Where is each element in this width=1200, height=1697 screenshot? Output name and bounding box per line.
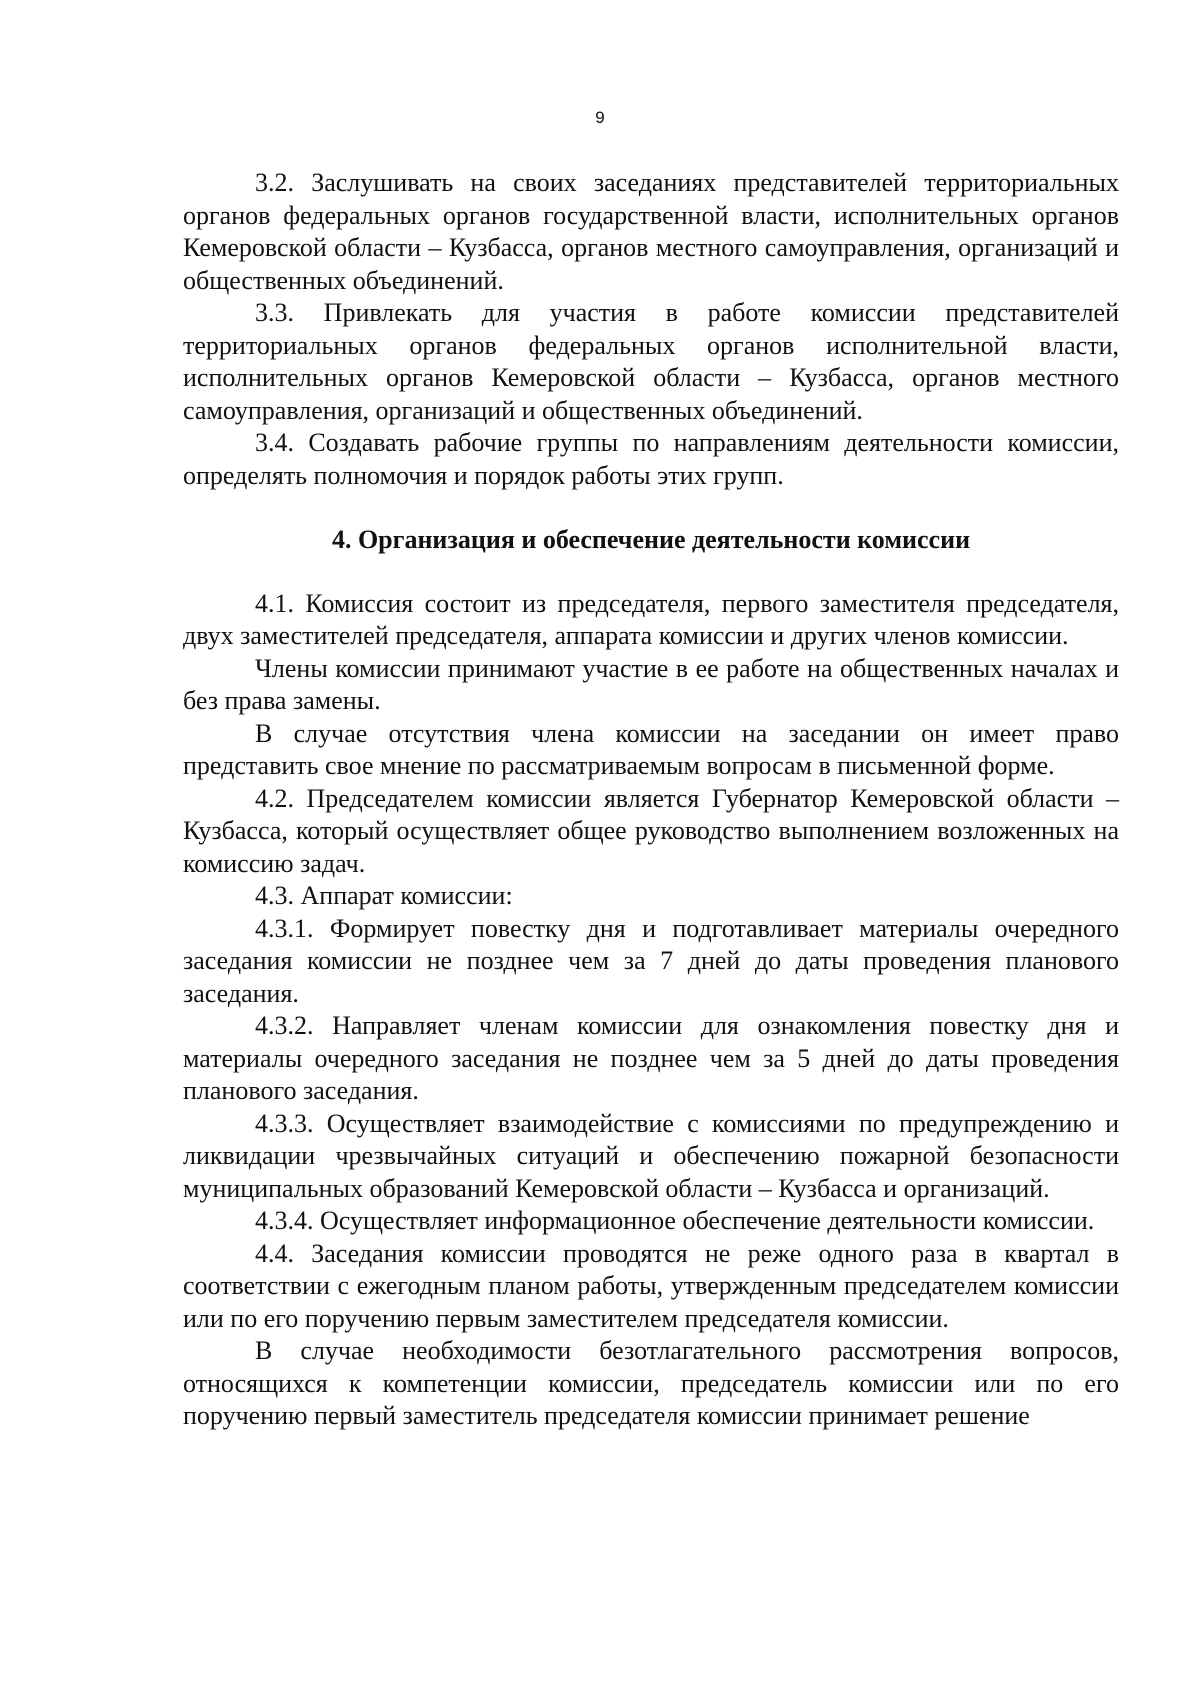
paragraph-4-3-3: 4.3.3. Осуществляет взаимодействие с комиссиями по предупреждению и ликвидации чрезвычайных ситуаций и обеспечению пожарной безопасности муниципальных образований Кемеровской области – Кузбасса и организаций. <box>183 1108 1119 1203</box>
paragraph-4-4: 4.4. Заседания комиссии проводятся не реже одного раза в квартал в соответствии с ежегодным планом работы, утвержденным председателем комиссии или по его поручению первым заместителем председателя комиссии. <box>183 1238 1119 1333</box>
paragraph-urgent-matters: В случае необходимости безотлагательного рассмотрения вопросов, относящихся к компетенции комиссии, председатель комиссии или по его поручению первый заместитель председателя комиссии принимает решение <box>183 1336 1119 1430</box>
paragraph-4-3-4: 4.3.4. Осуществляет информационное обеспечение деятельности комиссии. <box>255 1206 1095 1235</box>
page-number: 9 <box>595 108 605 127</box>
paragraph-3-4: 3.4. Создавать рабочие группы по направлениям деятельности комиссии, определять полномочия и порядок работы этих групп. <box>183 428 1119 490</box>
paragraph-4-1: 4.1. Комиссия состоит из председателя, первого заместителя председателя, двух заместителей председателя, аппарата комиссии и других членов комиссии. <box>183 588 1119 650</box>
paragraph-4-3: 4.3. Аппарат комиссии: <box>255 881 513 910</box>
paragraph-3-2: 3.2. Заслушивать на своих заседаниях представителей территориальных органов федеральных органов государственной власти, исполнительных органов Кемеровской области – Кузбасса, органов местного самоуправления, организаций и общественных объединений. <box>183 168 1119 295</box>
paragraph-4-3-1: 4.3.1. Формирует повестку дня и подготавливает материалы очередного заседания комиссии не позднее чем за 7 дней до даты проведения планового заседания. <box>183 913 1119 1008</box>
paragraph-member-absence: В случае отсутствия члена комиссии на заседании он имеет право представить свое мнение по рассматриваемым вопросам в письменной форме. <box>183 718 1119 780</box>
paragraph-4-3-2: 4.3.2. Направляет членам комиссии для ознакомления повестку дня и материалы очередного заседания не позднее чем за 5 дней до даты проведения планового заседания. <box>183 1011 1119 1105</box>
section-heading: 4. Организация и обеспечение деятельности комиссии <box>331 525 971 554</box>
paragraph-4-2: 4.2. Председателем комиссии является Губернатор Кемеровской области – Кузбасса, который осуществляет общее руководство выполнением возложенных на комиссию задач. <box>183 783 1119 878</box>
paragraph-3-3: 3.3. Привлекать для участия в работе комиссии представителей территориальных органов федеральных органов исполнительной власти, исполнительных органов Кемеровской области – Кузбасса, органов местного самоуправления, организаций и общественных объединений. <box>183 298 1119 425</box>
paragraph-members-participation: Члены комиссии принимают участие в ее работе на общественных началах и без права замены. <box>183 653 1119 715</box>
document-body <box>183 167 1119 1433</box>
